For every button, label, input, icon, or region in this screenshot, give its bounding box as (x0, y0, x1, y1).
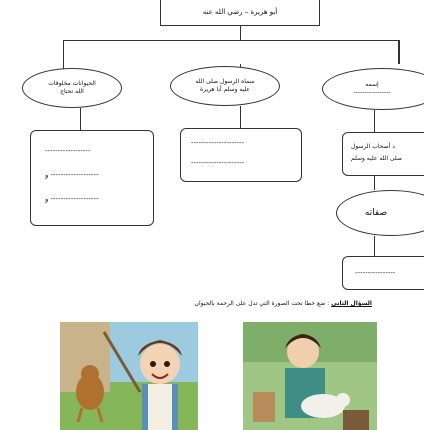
oval-middle-line2: عليه وسلم أبا هريرة (200, 86, 250, 93)
oval-right-line1: إسمه (365, 81, 379, 88)
connector-qualities (374, 176, 375, 190)
oval-middle (170, 66, 280, 106)
left-box-row-2: ------------------- و (45, 171, 99, 179)
middle-box-row-2: --------------------- (191, 159, 245, 167)
picture-boy-lamb (243, 322, 377, 430)
right-box-line2: صلى الله عليه وسلم (351, 155, 402, 162)
connector-right-box (374, 110, 375, 132)
left-box-row-1: ------------------ (45, 147, 91, 155)
middle-box (180, 128, 302, 182)
question-label: السؤال الثاني (331, 300, 372, 307)
bottom-right-box (342, 256, 424, 290)
connector-right (399, 40, 400, 64)
oval-right (322, 68, 424, 110)
bottom-right-dashes: ---------------- (355, 269, 396, 277)
question (180, 300, 372, 307)
oval-qualities (336, 190, 424, 236)
connector-bottom-right (374, 236, 375, 256)
title-box (160, 0, 320, 26)
oval-middle-line1: سماه الرسول صلى الله (195, 78, 255, 85)
girl-cat-illustration (60, 322, 198, 430)
oval-right-line2: ----------------- (353, 89, 391, 96)
boy-lamb-illustration (243, 322, 377, 430)
middle-box-row-1: --------------------- (191, 139, 245, 147)
oval-left-line2: الله تحتاج (60, 88, 84, 95)
connector-middle-box (240, 106, 241, 128)
connector-left-box (80, 108, 81, 130)
left-box (30, 130, 154, 226)
oval-left-line1: الحيوانات مخلوقات (48, 80, 96, 87)
frame (63, 40, 399, 64)
question-text: : ضع خطا تحت الصورة التي تدل على الرحمة بالحيوان (194, 300, 330, 307)
title-text: أبو هريرة – رضي الله عنه (202, 8, 278, 16)
left-box-row-3: ------------------- و (45, 195, 99, 203)
oval-left (22, 68, 122, 108)
right-box-line1: د أصحاب الرسول (351, 143, 395, 150)
title-stem (240, 26, 241, 40)
oval-qualities-text: صفاته (364, 208, 388, 218)
right-box (342, 132, 424, 176)
picture-girl-cat (60, 322, 198, 430)
